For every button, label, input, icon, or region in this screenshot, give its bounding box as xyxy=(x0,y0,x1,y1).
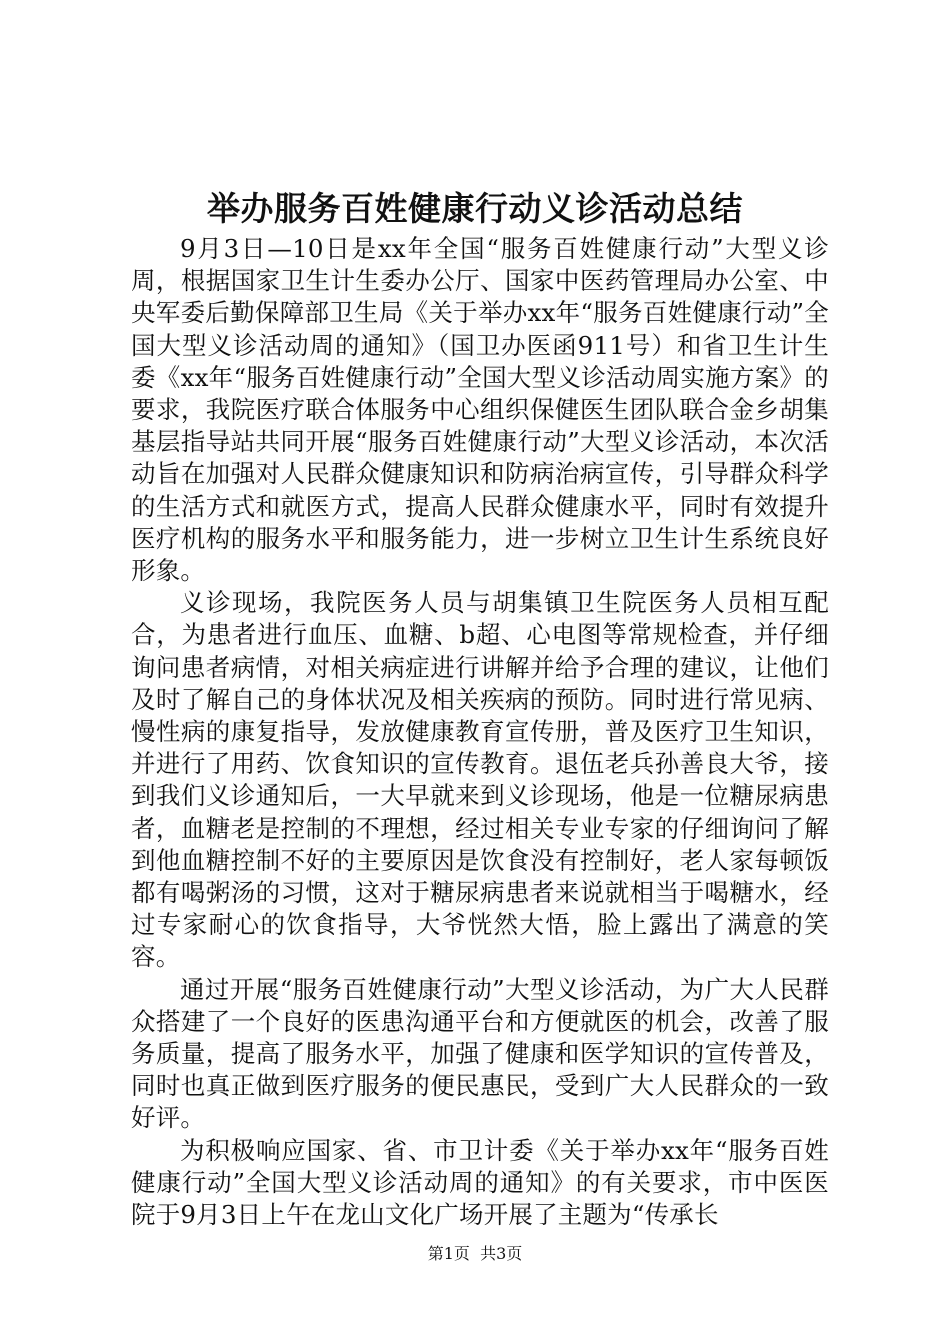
page-footer xyxy=(0,1242,950,1266)
paragraph-1: 9月3日—10日是xx年全国“服务百姓健康行动”大型义诊周，根据国家卫生计生委办公厅、国家中医药管理局办公室、中央军委后勤保障部卫生局《关于举办xx年“服务百姓健康行动”全国大型义诊活动周的通知》（国卫办医函911号）和省卫生计生委《xx年“服务百姓健康行动”全国大型义诊活动周实施方案》的要求，我院医疗联合体服务中心组织保健医生团队联合金乡胡集基层指导站共同开展“服务百姓健康行动”大型义诊活动，本次活动旨在加强对人民群众健康知识和防病治病宣传，引导群众科学的生活方式和就医方式，提高人民群众健康水平，同时有效提升医疗机构的服务水平和服务能力，进一步树立卫生计生系统良好形象。 xyxy=(131,234,829,586)
document-body xyxy=(131,233,829,1231)
paragraph-4: 为积极响应国家、省、市卫计委《关于举办xx年“服务百姓健康行动”全国大型义诊活动周的通知》的有关要求，市中医医院于9月3日上午在龙山文化广场开展了主题为“传承长 xyxy=(131,1135,829,1230)
document-title: 举办服务百姓健康行动义诊活动总结 xyxy=(207,189,743,228)
page-total: 共3页 xyxy=(480,1244,523,1263)
paragraph-2: 义诊现场，我院医务人员与胡集镇卫生院医务人员相互配合，为患者进行血压、血糖、b超、心电图等常规检查，并仔细询问患者病情，对相关病症进行讲解并给予合理的建议，让他们及时了解自己的身体状况及相关疾病的预防。同时进行常见病、慢性病的康复指导，发放健康教育宣传册，普及医疗卫生知识，并进行了用药、饮食知识的宣传教育。退伍老兵孙善良大爷，接到我们义诊通知后，一大早就来到义诊现场，他是一位糖尿病患者，血糖老是控制的不理想，经过相关专业专家的仔细询问了解到他血糖控制不好的主要原因是饮食没有控制好，老人家每顿饭都有喝粥汤的习惯，这对于糖尿病患者来说就相当于喝糖水，经过专家耐心的饮食指导，大爷恍然大悟，脸上露出了满意的笑容。 xyxy=(131,588,829,972)
paragraph-3: 通过开展“服务百姓健康行动”大型义诊活动，为广大人民群众搭建了一个良好的医患沟通平台和方便就医的机会，改善了服务质量，提高了服务水平，加强了健康和医学知识的宣传普及，同时也真正做到医疗服务的便民惠民，受到广大人民群众的一致好评。 xyxy=(131,974,829,1133)
page-number: 第1页 xyxy=(427,1244,470,1263)
